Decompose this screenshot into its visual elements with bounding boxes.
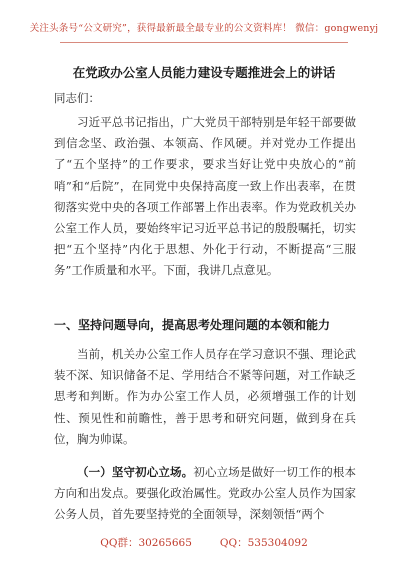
section-heading-1: 一、坚持问题导向，提高思考处理问题的本领和能力 [54,318,331,332]
subsection-body-1: 初心立场是做好一切工作的根本方向和出发点。要强化政治属性。党政办公室人员作为国家公务人员，首先要坚持党的全面领导，深刻领悟“两个 [54,465,357,522]
paragraph-intro: 习近平总书记指出，广大党员干部特别是年轻干部要做到信念坚、政治强、本领高、作风硬。并对党办工作提出了“五个坚持”的工作要求，要求当好让党中央放心的“前哨”和“后院”，在同党中央保持高度一致上作出表率，在贯彻落实党中央的各项工作部署上作出表率。作为党政机关办公室工作人员，要始终牢记习近平总书记的殷殷嘱托，切实把“五个坚持”内化于思想、外化于行动，不断提高“三服务”工作质量和水平。下面，我讲几点意见。 [54,115,356,278]
footer-qq: QQ：535304092 [219,537,308,549]
salutation: 同志们： [54,91,100,105]
document-title: 在党政办公室人员能力建设专题推进会上的讲话 [72,65,336,80]
subsection-heading-1: （一）坚守初心立场。 [77,465,194,479]
paragraph-section1: 当前，机关办公室工作人员存在学习意识不强、理论武装不深、知识储备不足、学用结合不紧等问题，对工作缺乏思考和判断。作为办公室工作人员，必须增强工作的计划性、预见性和前瞻性，善于思考和研究问题，做到身在兵位，胸为帅谋。 [54,347,356,446]
header-divider [60,42,348,43]
footer-contact [0,535,408,550]
header-banner: 关注头条号“公文研究”，获得最新最全最专业的公文资料库！ 微信：gongwenyj [29,23,379,34]
footer-qq-group: QQ群：30265665 [100,537,192,549]
paragraph-subsection1 [54,462,356,526]
